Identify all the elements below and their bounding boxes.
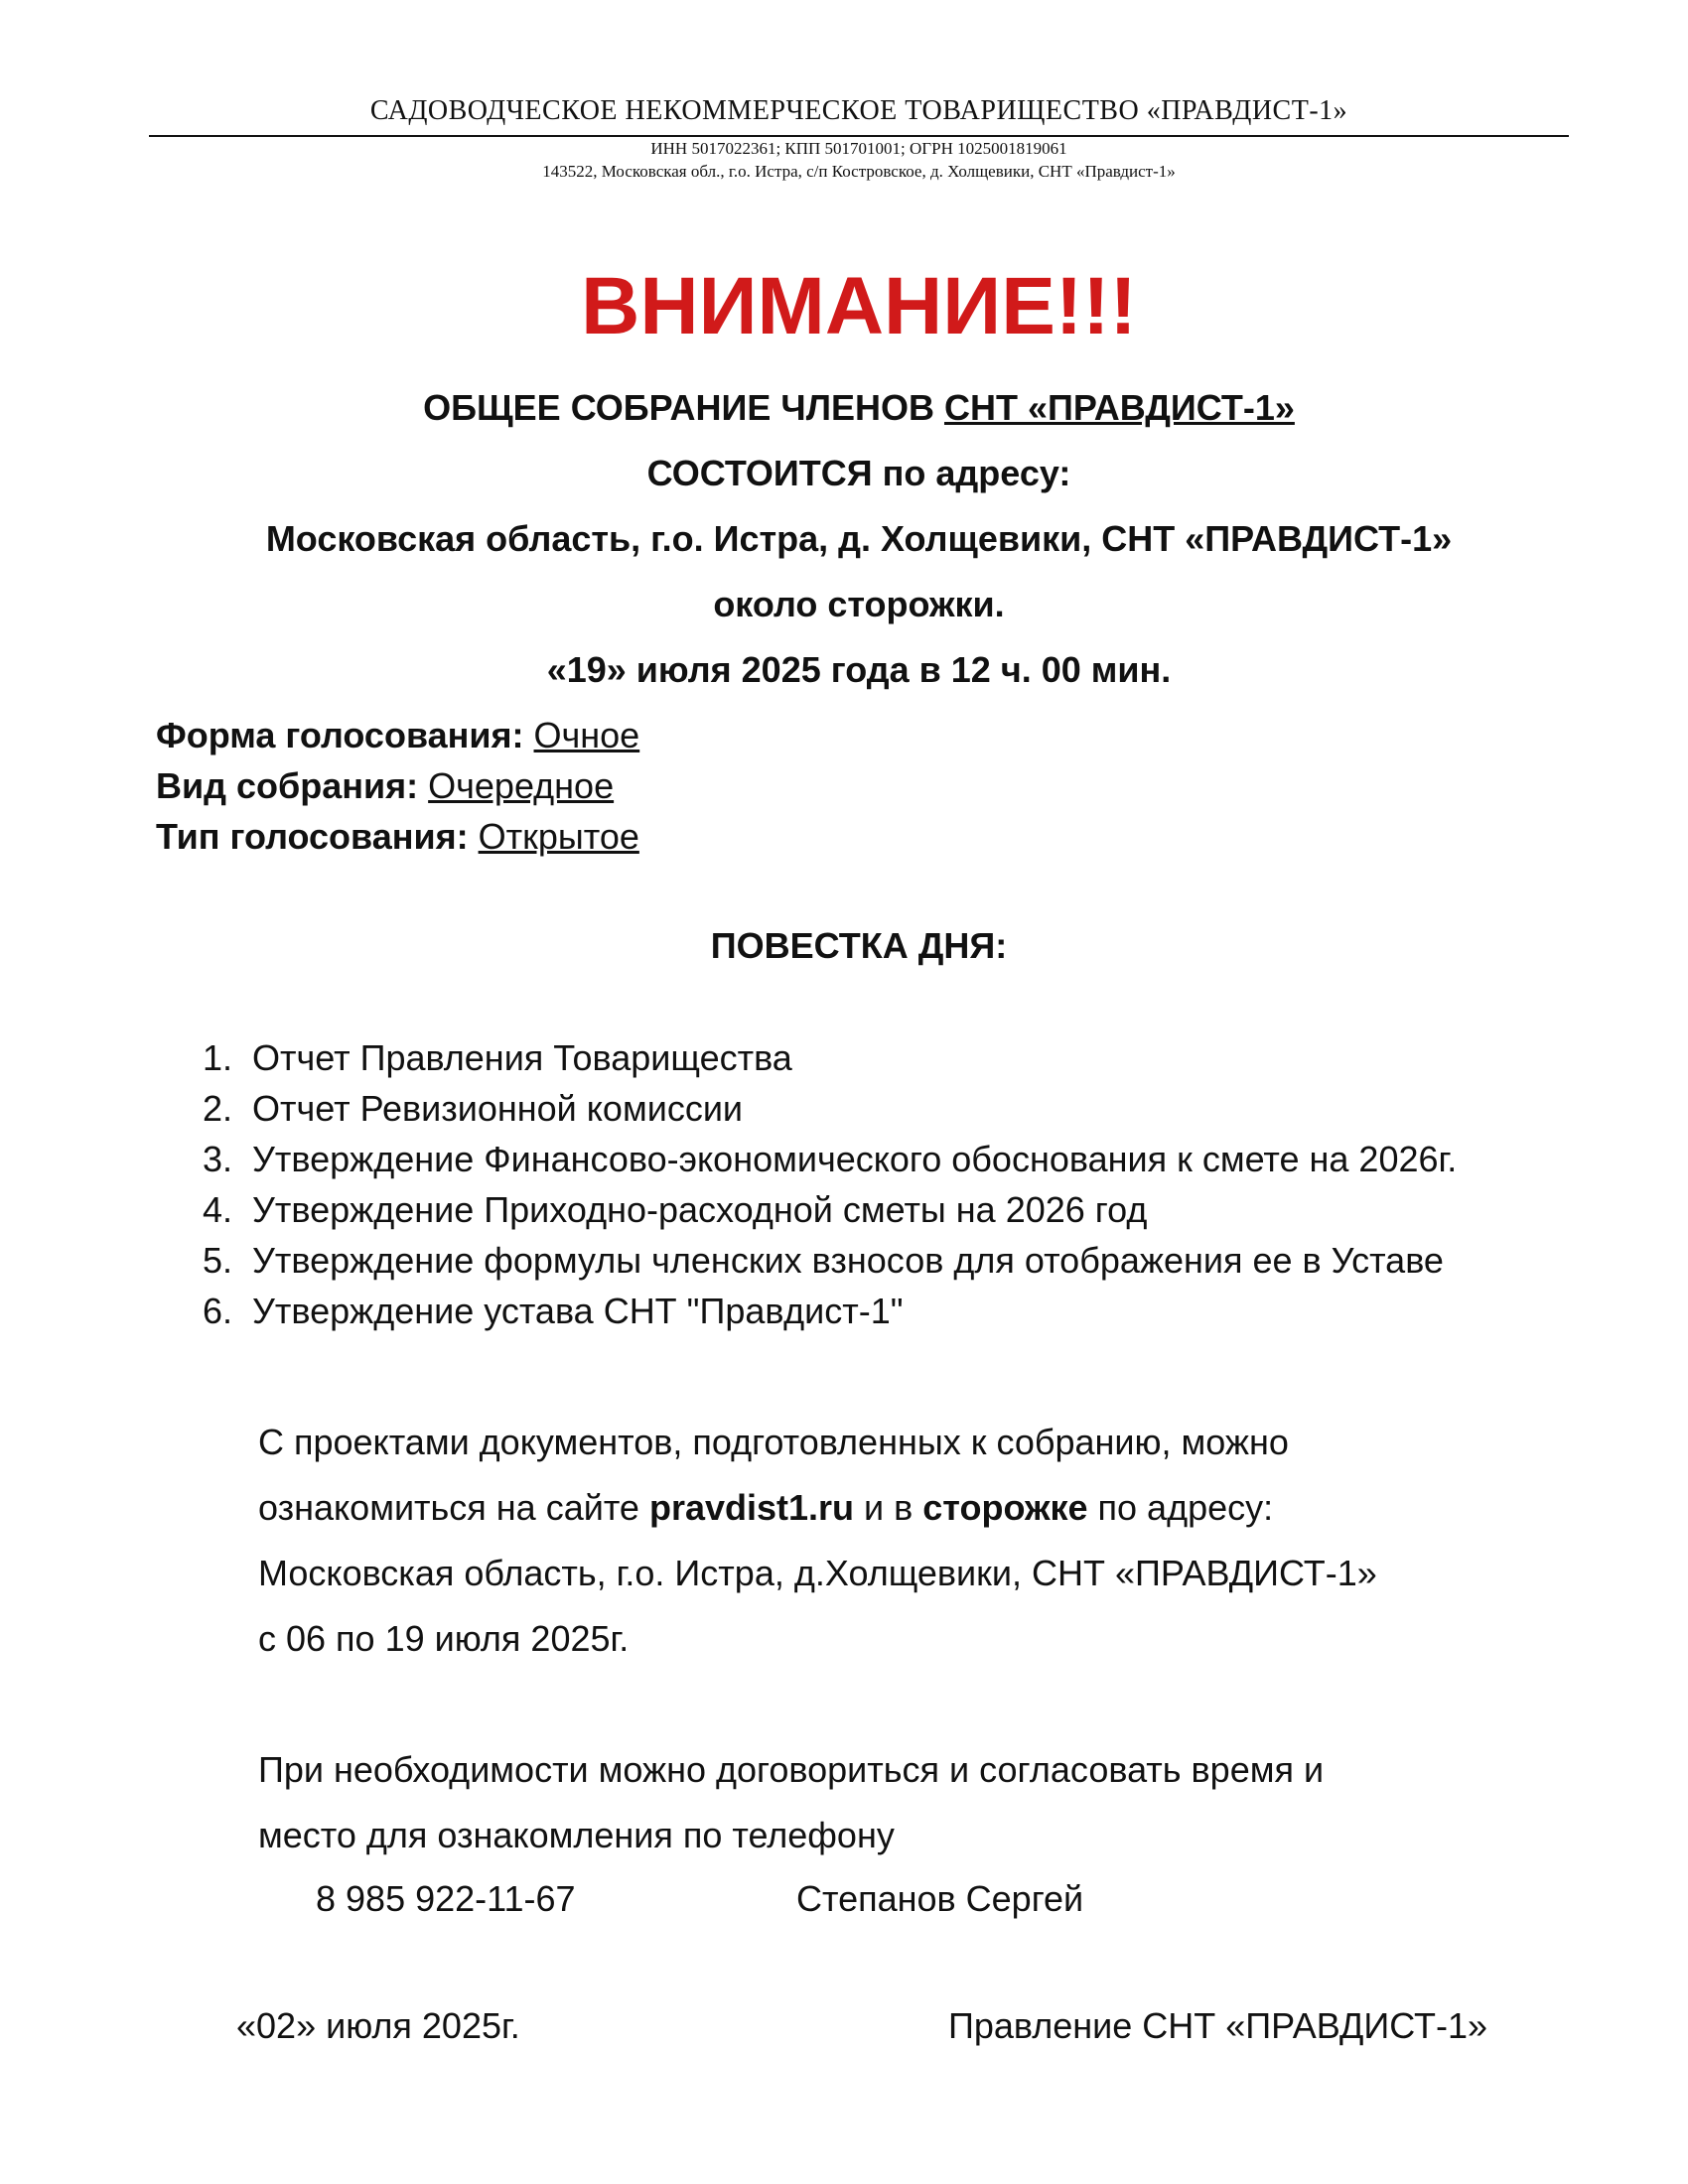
field-label: Вид собрания: — [156, 765, 419, 806]
header-divider — [149, 135, 1569, 137]
documents-line-3: Московская область, г.о. Истра, д.Холщевики, СНТ «ПРАВДИСТ-1» — [258, 1553, 1377, 1593]
org-requisites: ИНН 5017022361; КПП 501701001; ОГРН 1025001819061 — [650, 139, 1067, 158]
agenda-item-number: 4. — [203, 1189, 233, 1230]
agenda-item-text: Утверждение формулы членских взносов для отображения ее в Уставе — [252, 1240, 1444, 1281]
meeting-location-intro: СОСТОИТСЯ по адресу: — [646, 453, 1071, 493]
document-date: «02» июля 2025г. — [236, 2005, 520, 2046]
contact-line-1: При необходимости можно договориться и согласовать время и — [258, 1749, 1325, 1790]
field-label: Тип голосования: — [156, 816, 469, 857]
field-meeting-kind — [156, 765, 614, 807]
agenda-item — [203, 1134, 1457, 1184]
field-value: Открытое — [478, 816, 639, 857]
documents-line-4: с 06 по 19 июля 2025г. — [258, 1618, 630, 1659]
agenda-title: ПОВЕСТКА ДНЯ: — [710, 925, 1008, 966]
field-value: Очное — [533, 715, 640, 755]
agenda-item-number: 3. — [203, 1139, 233, 1179]
place-highlight: сторожке — [922, 1487, 1088, 1528]
attention-heading: ВНИМАНИЕ!!! — [581, 261, 1137, 351]
contact-phone: 8 985 922-11-67 — [316, 1878, 576, 1919]
meeting-title-org: СНТ «ПРАВДИСТ-1» — [943, 387, 1295, 428]
org-address: 143522, Московская обл., г.о. Истра, с/п Костровское, д. Холщевики, СНТ «Правдист-1» — [542, 162, 1176, 181]
signature: Правление СНТ «ПРАВДИСТ-1» — [948, 2005, 1488, 2046]
agenda-item-text: Утверждение устава СНТ "Правдист-1" — [252, 1291, 904, 1331]
meeting-address: Московская область, г.о. Истра, д. Холщевики, СНТ «ПРАВДИСТ-1» — [265, 518, 1453, 559]
field-value: Очередное — [428, 765, 615, 806]
field-label: Форма голосования: — [156, 715, 524, 755]
site-link[interactable]: pravdist1.ru — [648, 1487, 855, 1528]
agenda-item — [203, 1286, 1457, 1336]
documents-text: и в — [854, 1487, 923, 1528]
agenda-item — [203, 1032, 1457, 1083]
agenda-item-number: 5. — [203, 1240, 233, 1281]
agenda-item — [203, 1184, 1457, 1235]
agenda-item-number: 6. — [203, 1291, 233, 1331]
agenda-item-number: 1. — [203, 1037, 233, 1078]
documents-text: ознакомиться на сайте — [258, 1487, 649, 1528]
agenda-item-text: Утверждение Финансово-экономического обоснования к смете на 2026г. — [252, 1139, 1458, 1179]
meeting-place: около сторожки. — [713, 584, 1005, 624]
agenda-item-text: Отчет Ревизионной комиссии — [252, 1088, 744, 1129]
org-name: САДОВОДЧЕСКОЕ НЕКОММЕРЧЕСКОЕ ТОВАРИЩЕСТВО «ПРАВДИСТ-1» — [369, 95, 1348, 126]
documents-text: по адресу: — [1087, 1487, 1274, 1528]
documents-paragraph — [258, 1410, 1377, 1672]
contact-paragraph — [258, 1737, 1324, 1868]
meeting-datetime: «19» июля 2025 года в 12 ч. 00 мин. — [546, 649, 1172, 690]
agenda-item-text: Отчет Правления Товарищества — [252, 1037, 792, 1078]
agenda-item-text: Утверждение Приходно-расходной сметы на 2026 год — [252, 1189, 1148, 1230]
meeting-title — [149, 387, 1569, 429]
field-voting-form — [156, 715, 639, 756]
meeting-title-prefix: ОБЩЕЕ СОБРАНИЕ ЧЛЕНОВ — [423, 387, 944, 428]
contact-name: Степанов Сергей — [796, 1878, 1084, 1919]
documents-line-1: С проектами документов, подготовленных к собранию, можно — [258, 1422, 1289, 1462]
documents-line-2 — [258, 1475, 1377, 1541]
contact-line-2: место для ознакомления по телефону — [258, 1815, 895, 1855]
agenda-item — [203, 1235, 1457, 1286]
agenda-list — [203, 1032, 1457, 1336]
agenda-item-number: 2. — [203, 1088, 233, 1129]
agenda-item — [203, 1083, 1457, 1134]
field-voting-type — [156, 816, 639, 858]
